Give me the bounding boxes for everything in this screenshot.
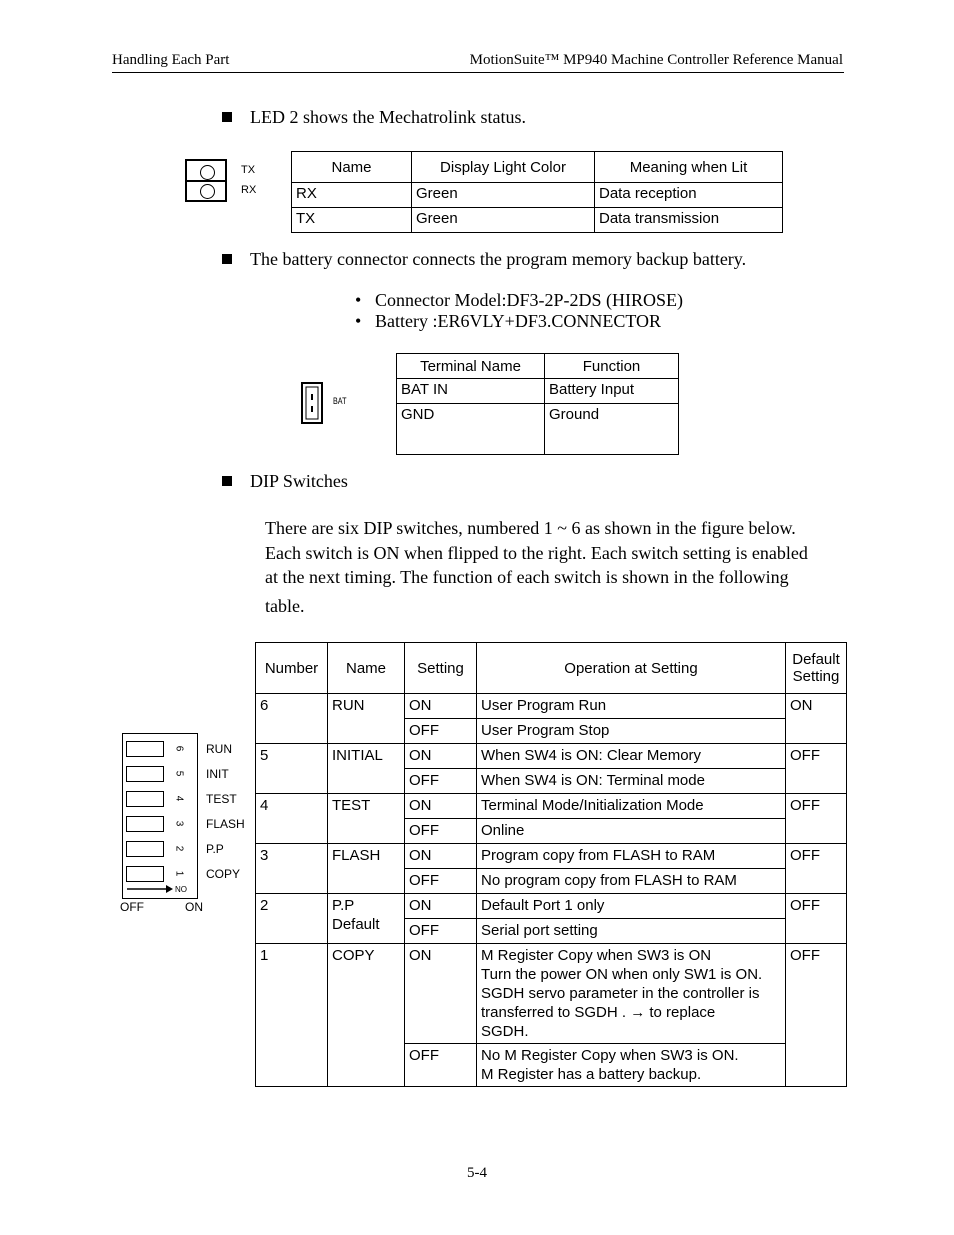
dip-label: TEST: [206, 792, 237, 806]
table-row: [256, 744, 847, 769]
switch-name: INITIAL: [328, 744, 405, 794]
right-arrow-icon: [126, 884, 174, 894]
bullet-text: DIP Switches: [250, 471, 348, 491]
setting-cell: OFF: [405, 819, 477, 844]
setting-cell: ON: [405, 844, 477, 869]
operation-line: SGDH.: [481, 1023, 529, 1040]
setting-cell: ON: [405, 694, 477, 719]
table-cell: Data transmission: [595, 208, 783, 233]
connector-list: [355, 290, 683, 332]
battery-figure-label: BAT: [333, 396, 347, 406]
table-row: [256, 694, 847, 719]
switch-number: 3: [256, 844, 328, 894]
column-header: Display Light Color: [412, 152, 595, 183]
square-bullet-icon: [222, 112, 232, 122]
paragraph-line: There are six DIP switches, numbered 1 ~ 6 as shown in the figure below.: [265, 518, 796, 538]
dip-switch-icon: [126, 816, 164, 832]
operation-cell: Serial port setting: [477, 919, 786, 944]
table-cell: RX: [292, 183, 412, 208]
switch-name: FLASH: [328, 844, 405, 894]
default-cell: OFF: [786, 744, 847, 794]
column-header: Name: [328, 643, 405, 694]
setting-cell: OFF: [405, 1044, 477, 1087]
operation-cell: No program copy from FLASH to RAM: [477, 869, 786, 894]
running-header-left: Handling Each Part: [112, 52, 230, 68]
dip-label: FLASH: [206, 817, 245, 831]
default-cell: ON: [786, 694, 847, 744]
table-cell: Battery Input: [545, 379, 679, 404]
switch-name: P.P Default: [328, 894, 405, 944]
column-header: Number: [256, 643, 328, 694]
switch-number: 2: [256, 894, 328, 944]
default-cell: OFF: [786, 844, 847, 894]
operation-cell: When SW4 is ON: Terminal mode: [477, 769, 786, 794]
dot-bullet-icon: •: [355, 290, 362, 310]
bullet-text: The battery connector connects the program memory backup battery.: [250, 249, 747, 269]
dip-label: INIT: [206, 767, 229, 781]
battery-table: [396, 353, 679, 455]
paragraph-line: Each switch is ON when flipped to the right. Each switch setting is enabled: [265, 542, 808, 563]
operation-cell: Terminal Mode/Initialization Mode: [477, 794, 786, 819]
dip-number: 5: [173, 770, 185, 777]
operation-cell: Default Port 1 only: [477, 894, 786, 919]
led-label-rx: RX: [241, 184, 257, 196]
switch-name: RUN: [328, 694, 405, 744]
dip-on-label: ON: [185, 900, 203, 914]
table-cell: Data reception: [595, 183, 783, 208]
table-cell: Ground: [545, 404, 679, 455]
operation-line: No M Register Copy when SW3 is ON.: [481, 1047, 739, 1064]
led-circle-icon: [200, 165, 215, 180]
setting-cell: ON: [405, 794, 477, 819]
setting-cell: OFF: [405, 719, 477, 744]
paragraph-line: table.: [265, 595, 305, 616]
running-header-right: MotionSuite™ MP940 Machine Controller Reference Manual: [469, 52, 843, 68]
operation-cell: [477, 944, 786, 1044]
header-rule: [112, 72, 844, 73]
switch-number: 6: [256, 694, 328, 744]
column-header: Setting: [405, 643, 477, 694]
operation-line: M Register Copy when SW3 is ON: [481, 947, 712, 964]
operation-cell: Online: [477, 819, 786, 844]
list-item: [355, 290, 683, 311]
bullet-led: [222, 107, 526, 128]
column-header: Name: [292, 152, 412, 183]
dip-number: 1: [173, 870, 185, 877]
led-divider: [187, 180, 225, 182]
switch-name: TEST: [328, 794, 405, 844]
table-row: [256, 794, 847, 819]
operation-cell: User Program Stop: [477, 719, 786, 744]
table-cell: TX: [292, 208, 412, 233]
dip-number: 6: [173, 745, 185, 752]
table-cell: GND: [397, 404, 545, 455]
operation-line: SGDH servo parameter in the controller is: [481, 985, 760, 1002]
dip-switch-icon: [126, 741, 164, 757]
switch-name: COPY: [328, 944, 405, 1087]
column-header: Operation at Setting: [477, 643, 786, 694]
list-item: [355, 311, 683, 332]
column-header: Meaning when Lit: [595, 152, 783, 183]
led-table: [291, 151, 783, 233]
dip-off-label: OFF: [120, 900, 144, 914]
setting-cell: OFF: [405, 769, 477, 794]
table-row: [397, 379, 679, 404]
operation-line: M Register has a battery backup.: [481, 1066, 702, 1083]
default-cell: OFF: [786, 944, 847, 1087]
operation-line: transferred to SGDH . → to replace: [481, 1004, 716, 1021]
default-cell: OFF: [786, 794, 847, 844]
paragraph-line: at the next timing. The function of each switch is shown in the following: [265, 567, 789, 587]
table-cell: Green: [412, 208, 595, 233]
bullet-battery: [222, 249, 746, 270]
table-cell: Green: [412, 183, 595, 208]
setting-cell: OFF: [405, 919, 477, 944]
table-row: [256, 944, 847, 1044]
page-number: 5-4: [467, 1165, 487, 1181]
square-bullet-icon: [222, 254, 232, 264]
table-row: [397, 404, 679, 455]
dip-switch-icon: [126, 841, 164, 857]
dip-number: 2: [173, 845, 185, 852]
list-item-text: Connector Model:DF3-2P-2DS (HIROSE): [375, 290, 683, 310]
led-circle-icon: [200, 184, 215, 199]
dip-label: RUN: [206, 742, 232, 756]
square-bullet-icon: [222, 476, 232, 486]
dip-switch-icon: [126, 791, 164, 807]
dot-bullet-icon: •: [355, 311, 362, 331]
column-header: Terminal Name: [397, 354, 545, 379]
setting-cell: ON: [405, 744, 477, 769]
dip-switch-icon: [126, 766, 164, 782]
battery-connector-icon: [300, 381, 326, 425]
setting-cell: OFF: [405, 869, 477, 894]
table-cell: BAT IN: [397, 379, 545, 404]
switch-number: 4: [256, 794, 328, 844]
table-row: [256, 894, 847, 919]
dip-switch-icon: [126, 866, 164, 882]
dip-number: 3: [173, 820, 185, 827]
switch-number: 1: [256, 944, 328, 1087]
switch-number: 5: [256, 744, 328, 794]
setting-cell: ON: [405, 944, 477, 1044]
dip-paragraph: [265, 516, 855, 618]
dip-number: 4: [173, 795, 185, 802]
dip-label: COPY: [206, 867, 241, 881]
operation-cell: When SW4 is ON: Clear Memory: [477, 744, 786, 769]
bullet-text: LED 2 shows the Mechatrolink status.: [250, 107, 526, 127]
dip-switch-table: [255, 642, 847, 1087]
column-header: Function: [545, 354, 679, 379]
operation-line: Turn the power ON when only SW1 is ON.: [481, 966, 763, 983]
operation-cell: Program copy from FLASH to RAM: [477, 844, 786, 869]
dip-label: P.P: [206, 842, 224, 856]
dip-switch-figure: [122, 733, 198, 899]
bullet-dip: [222, 471, 348, 492]
operation-cell: [477, 1044, 786, 1087]
led-label-tx: TX: [241, 164, 256, 176]
list-item-text: Battery :ER6VLY+DF3.CONNECTOR: [375, 311, 662, 331]
led-figure: [185, 159, 227, 202]
table-row: [256, 844, 847, 869]
setting-cell: ON: [405, 894, 477, 919]
table-row: [292, 208, 783, 233]
default-cell: OFF: [786, 894, 847, 944]
table-row: [292, 183, 783, 208]
operation-cell: User Program Run: [477, 694, 786, 719]
arrow-label: NO: [175, 885, 187, 894]
column-header: Default Setting: [786, 643, 847, 694]
